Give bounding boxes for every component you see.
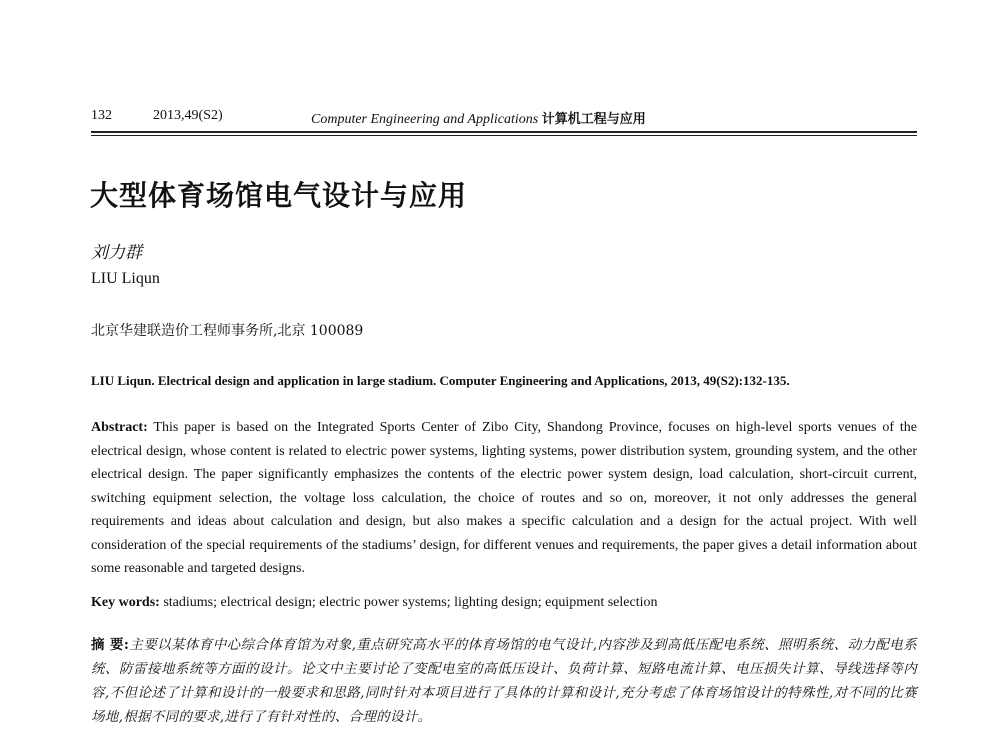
journal-name	[311, 108, 646, 128]
header-rule-thick	[91, 131, 917, 133]
keywords-text: stadiums; electrical design; electric power systems; lighting design; equipment selection	[163, 595, 658, 610]
keywords-en	[91, 591, 917, 615]
keywords-label: Key words:	[91, 595, 160, 610]
abstract-cn-text: 主要以某体育中心综合体育馆为对象,重点研究高水平的体育场馆的电气设计,内容涉及到高低压配电系统、照明系统、动力配电系统、防雷接地系统等方面的设计。论文中主要讨论了变配电室的高低压设计、负荷计算、短路电流计算、电压损失计算、导线选择等内容,不但论述了计算和设计的一般要求和思路,同时针对本项目进行了具体的计算和设计,充分考虑了体育场馆设计的特殊性,对不同的比赛场地,根据不同的要求,进行了有针对性的、合理的设计。	[91, 637, 917, 725]
journal-name-cn: 计算机工程与应用	[541, 112, 646, 127]
abstract-text: This paper is based on the Integrated Sports Center of Zibo City, Shandong Province, focuses on high-level sports venues of the electrical design, whose content is related to electric power systems, lighting systems, power distribution system, grounding system, and the other electrical design. The paper significantly emphasizes the contents of the electric power system design, load calculation, short-circuit current, switching equipment selection, the voltage loss calculation, the choice of routes and so on, moreover, it not only addresses the general requirements and ideas about calculation and design, but also makes a specific calculation and a design for the actual project. With well consideration of the special requirements of the stadiums’ design, for different venues and requirements, the paper gives a detail information about some reasonable and targeted designs.	[91, 420, 917, 576]
abstract-label: Abstract:	[91, 420, 148, 435]
abstract-cn	[91, 633, 917, 729]
header-rule-thin	[91, 135, 917, 136]
article-title: 大型体育场馆电气设计与应用	[90, 179, 468, 212]
abstract-cn-label: 摘 要:	[91, 637, 130, 653]
author-name-en: LIU Liqun	[91, 270, 160, 287]
author-affiliation: 北京华建联造价工程师事务所,北京 100089	[91, 323, 364, 339]
citation-line: LIU Liqun. Electrical design and application in large stadium. Computer Engineering and Applications, 2013, 49(S2):132-135.	[91, 373, 790, 388]
page-number: 132	[91, 108, 112, 123]
abstract-en	[91, 416, 917, 581]
author-name-cn: 刘力群	[91, 243, 142, 263]
journal-name-en: Computer Engineering and Applications	[311, 112, 539, 127]
volume-issue: 2013,49(S2)	[153, 108, 223, 123]
